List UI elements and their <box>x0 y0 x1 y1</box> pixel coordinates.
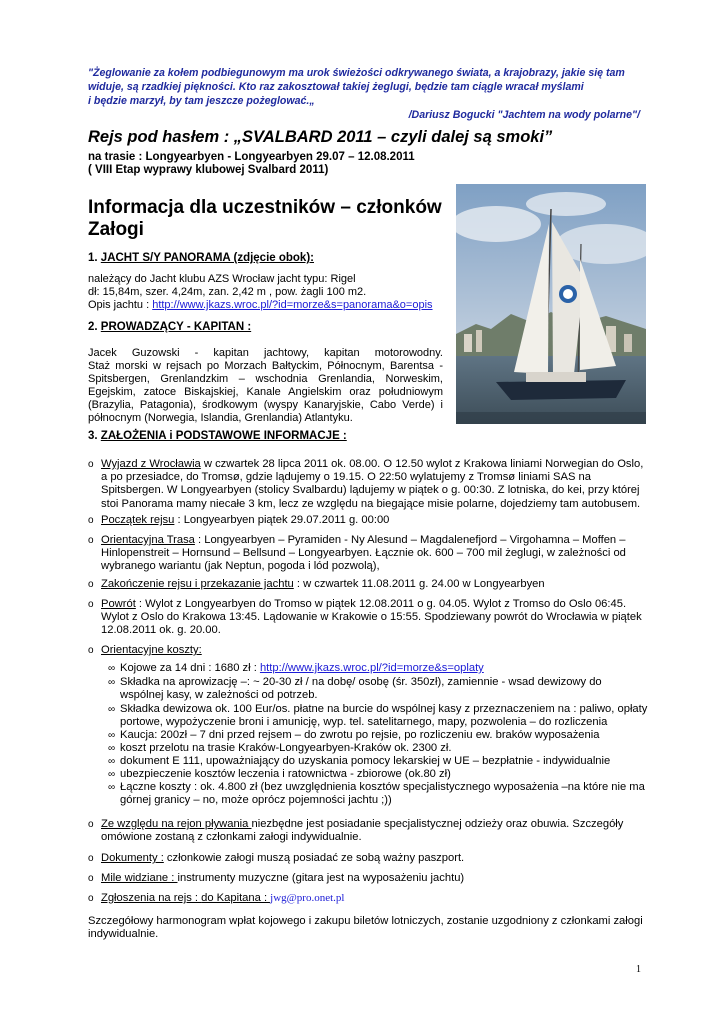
yacht-description <box>88 273 443 312</box>
cost-text: Kojowe za 14 dni : 1680 zł : <box>120 662 260 674</box>
cost-item <box>108 703 648 729</box>
captain-line: północnym (Norwegia, Islandia, Grenlandia) Atlantyku. <box>88 412 353 424</box>
item-text: w czwartek 28 lipca 2011 ok. 08.00. O 12.50 wylot z Krakowa liniami Norwegian do Oslo, a po przesiadce, do Tromsø, gdzie lądujemy o 19.15. O 22:50 wylatujemy z Tromsø liniami SAS na Spitsbergen. W Longyearbyen (stolicy Svalbardu) lądujemy w piątek o g. 00:30. Z lotniska, do kei, przy której stoi Panorama mamy niecałe 3 km, lecz ze względu na biegające misie polarne, dojedziemy tam autobusem. <box>101 458 644 510</box>
list-item <box>88 892 648 905</box>
item-label: Orientacyjna Trasa <box>101 534 195 546</box>
cost-item <box>108 742 648 755</box>
stage-line: ( VIII Etap wyprawy klubowej Svalbard 2011) <box>88 164 329 176</box>
yacht-desc-label: Opis jachtu : <box>88 299 153 311</box>
captain-line: Egejskim, zatoce Biskajskiej, Kanale Angielskim oraz południowym <box>88 386 443 398</box>
section-3-heading <box>88 430 347 442</box>
closing-paragraph <box>88 915 648 941</box>
item-label: Zgłoszenia na rejs : <box>101 892 202 904</box>
bullet-marker: ∞ <box>108 769 116 780</box>
item-label: Początek rejsu <box>101 514 175 526</box>
bullet-marker: o <box>88 873 94 884</box>
item-text: : w czwartek 11.08.2011 g. 24.00 w Longyearbyen <box>293 578 545 590</box>
item-text: : Longyearbyen – Pyramiden - Ny Alesund – Magdalenefjord – Virgohamna – Moffen – Hinlopenstreit – Hornsund – Bellsund – Longyearbyen. Łącznie ok. 600 – 700 mil żeglugi, w zależności od wybranego wariantu (jak Neptun, pogoda i lód pozwolą), <box>101 534 626 573</box>
cost-item <box>108 676 648 702</box>
item-text: : Wylot z Longyearbyen do Tromso w piątek 12.08.2011 o g. 04.05. Wylot z Tromso do Oslo 06:45. Wylot z Oslo do Krakowa 13:45. Lądowanie w Krakowie o 15:55. Spodziewany powrót do Wrocławia w piątek 12.08.2011 ok. g. 20.00. <box>101 598 642 637</box>
bullet-marker: o <box>88 535 94 546</box>
list-item <box>88 534 648 574</box>
bullet-marker: o <box>88 599 94 610</box>
page-heading <box>88 197 442 241</box>
captain-description <box>88 347 443 425</box>
heading-line: Załogi <box>88 219 144 240</box>
captain-line: Spitsbergen, Grenlandzkim – wschodnia Grenlandia, Norweskim, <box>88 373 443 385</box>
section-2-heading <box>88 321 251 333</box>
yacht-photo <box>456 184 646 424</box>
bullet-marker: ∞ <box>108 743 116 754</box>
list-item <box>88 598 648 638</box>
list-item <box>88 818 648 844</box>
yacht-line: dł: 15,84m, szer. 4,24m, zan. 2,42 m , pow. żagli 100 m2. <box>88 286 367 298</box>
item-text: : Longyearbyen piątek 29.07.2011 g. 00:00 <box>174 514 390 526</box>
cost-item <box>108 781 648 807</box>
section-number: 1. <box>88 252 98 264</box>
cost-item <box>108 662 648 675</box>
bullet-marker: o <box>88 819 94 830</box>
yacht-line <box>88 299 443 312</box>
cost-item <box>108 755 648 768</box>
item-label: Mile widziane : <box>101 872 178 884</box>
bullet-marker: ∞ <box>108 756 116 767</box>
bullet-marker: o <box>88 459 94 470</box>
yacht-line: należący do Jacht klubu AZS Wrocław jacht typu: Rigel <box>88 273 356 285</box>
list-item <box>88 458 648 511</box>
quote-line: i będzie marzył, by tam jeszcze pożeglować.„ <box>88 95 315 107</box>
item-text: do Kapitana : <box>201 892 271 904</box>
bullet-marker: ∞ <box>108 730 116 741</box>
captain-line: Staż morski w rejsach po Morzach Bałtyckim, Północnym, Barentsa - <box>88 360 443 372</box>
cost-text: Kaucja: 200zł – 7 dni przed rejsem – do zwrotu po rejsie, po rozliczeniu ew. braków wyposażenia <box>120 729 600 741</box>
cost-item <box>108 729 648 742</box>
cruise-title: Rejs pod hasłem : „SVALBARD 2011 – czyli dalej są smoki” <box>88 128 553 146</box>
list-item <box>88 872 648 885</box>
closing-text: Szczegółowy harmonogram wpłat kojowego i zakupu biletów lotniczych, zostanie uzgodniony z członkami załogi indywidualnie. <box>88 915 643 941</box>
item-text: instrumenty muzyczne (gitara jest na wyposażeniu jachtu) <box>177 872 465 884</box>
item-label: Zakończenie rejsu i przekazanie jachtu <box>101 578 294 590</box>
item-label: Powrót <box>101 598 136 610</box>
heading-line: Informacja dla uczestników – członków <box>88 197 442 218</box>
quote-author: /Dariusz Bogucki "Jachtem na wody polarne"/ <box>408 109 640 121</box>
bullet-marker: o <box>88 853 94 864</box>
list-item <box>88 578 648 591</box>
captain-email[interactable]: jwg@pro.onet.pl <box>270 892 345 904</box>
item-label: Wyjazd z Wrocławia <box>101 458 201 470</box>
bullet-marker: o <box>88 893 94 904</box>
cost-text: Składka dewizowa ok. 100 Eur/os. płatne na burcie do wspólnej kasy z przeznaczeniem na : paliwo, opłaty portowe, wypożyczenie broni i amunicję, wyp. tel. satelitarnego, mapy, pozwolenia – do rozliczenia <box>120 703 648 729</box>
cost-text: koszt przelotu na trasie Kraków-Longyearbyen-Kraków ok. 2300 zł. <box>120 742 452 754</box>
captain-line: (Brazylia, Patagonia), środkowym (wyspy Kanaryjskie, Cabo Verde) i <box>88 399 443 411</box>
bullet-marker: o <box>88 515 94 526</box>
item-label: Orientacyjne koszty: <box>101 644 202 656</box>
bullet-marker: ∞ <box>108 782 116 793</box>
cost-text: Łączne koszty : ok. 4.800 zł (bez uwzględnienia kosztów specjalistycznego wyposażenia –na które nie ma górnej granicy – no, może oprócz pojemności jachtu ;)) <box>120 781 645 807</box>
section-title: JACHT S/Y PANORAMA (zdjęcie obok): <box>100 252 314 264</box>
cost-text: Składka na aprowizację –: ~ 20-30 zł / na dobę/ osobę (śr. 350zł), zamiennie - wsad dewizowy do wspólnej kasy, w zależności od potrzeb. <box>120 676 602 702</box>
sailing-yacht-image <box>456 184 646 424</box>
quote-line: widuje, są rzadkiej piękności. Kto raz zakosztował takiej żeglugi, będzie tam ciągle wracał myślami <box>88 81 584 93</box>
bullet-marker: o <box>88 579 94 590</box>
section-1-heading <box>88 252 314 264</box>
epigraph-quote <box>88 66 648 122</box>
bullet-marker: ∞ <box>108 677 116 688</box>
route-line: na trasie : Longyearbyen - Longyearbyen 29.07 – 12.08.2011 <box>88 151 415 163</box>
list-item <box>88 514 648 527</box>
item-label: Dokumenty : <box>101 852 164 864</box>
yacht-description-link[interactable]: http://www.jkazs.wroc.pl/?id=morze&s=panorama&o=opis <box>152 299 433 311</box>
fees-link[interactable]: http://www.jkazs.wroc.pl/?id=morze&s=oplaty <box>259 662 484 674</box>
cost-item <box>108 768 648 781</box>
item-label: Ze względu na rejon pływania <box>101 818 252 830</box>
list-item <box>88 852 648 865</box>
cost-text: dokument E 111, upoważniający do uzyskania pomocy lekarskiej w UE – bezpłatnie - indywidualnie <box>120 755 611 767</box>
captain-line: Jacek Guzowski - kapitan jachtowy, kapitan motorowodny. <box>88 347 443 359</box>
page-number: 1 <box>636 964 641 975</box>
list-item <box>88 644 648 657</box>
section-number: 2. <box>88 321 98 333</box>
bullet-marker: ∞ <box>108 663 116 674</box>
bullet-marker: ∞ <box>108 704 116 715</box>
item-text: niezbędne jest posiadanie specjalistycznej odzieży oraz obuwia. Szczegóły omówione zostaną z członkami załogi indywidualnie. <box>101 818 624 844</box>
section-title: PROWADZĄCY - KAPITAN : <box>100 321 252 333</box>
section-title: ZAŁOŻENIA i PODSTAWOWE INFORMACJE : <box>100 430 347 442</box>
section-number: 3. <box>88 430 98 442</box>
cost-text: ubezpieczenie kosztów leczenia i ratownictwa - zbiorowe (ok.80 zł) <box>120 768 451 780</box>
item-text: członkowie załogi muszą posiadać ze sobą ważny paszport. <box>163 852 465 864</box>
bullet-marker: o <box>88 645 94 656</box>
quote-line: "Żeglowanie za kołem podbiegunowym ma urok świeżości odkrywanego świata, a krajobrazy, jakie się tam <box>88 67 625 79</box>
